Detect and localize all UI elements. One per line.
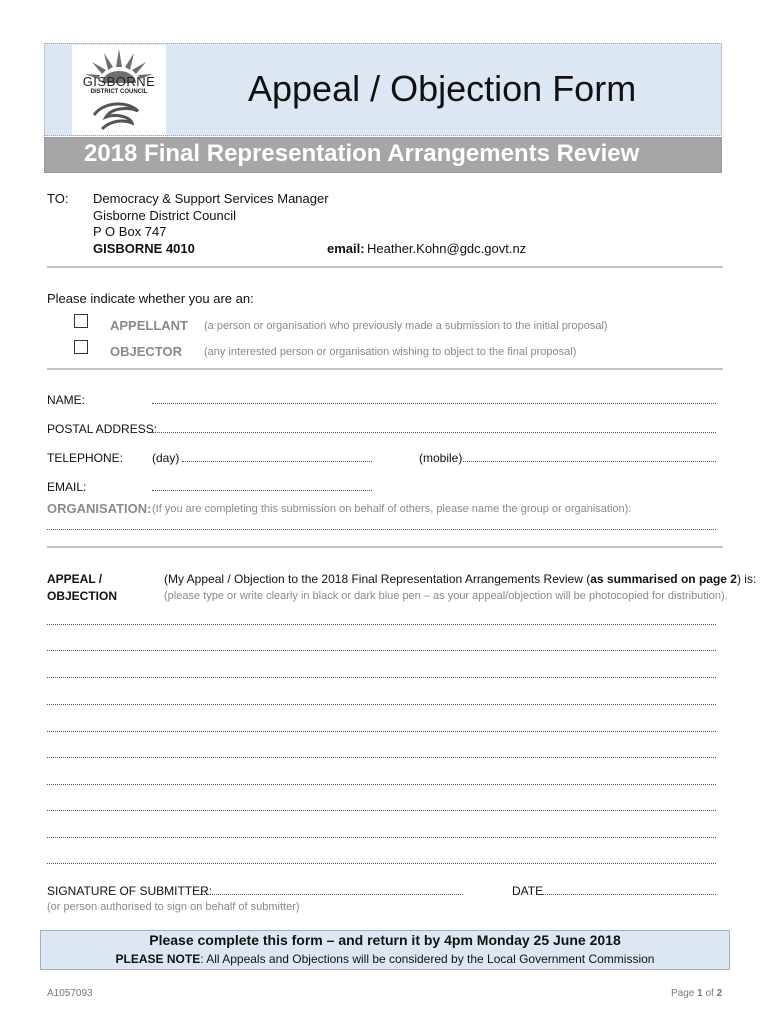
logo-subtitle: DISTRICT COUNCIL: [90, 89, 148, 95]
appeal-label: APPEAL /: [47, 572, 103, 586]
to-label: TO:: [47, 191, 69, 206]
divider-2: [47, 368, 723, 370]
address-line-4: GISBORNE 4010: [93, 241, 195, 256]
objector-checkbox[interactable]: [74, 340, 88, 354]
page-number: Page 1 of 2: [671, 988, 723, 999]
mobile-phone-field[interactable]: [463, 461, 716, 462]
page-title: Appeal / Objection Form: [248, 68, 637, 109]
appeal-line[interactable]: [47, 677, 716, 678]
appeal-line[interactable]: [47, 624, 716, 625]
objector-description: (any interested person or organisation wishing to object to the final proposal): [204, 346, 577, 358]
appeal-line[interactable]: [47, 650, 716, 651]
telephone-label: TELEPHONE:: [47, 451, 124, 465]
appellant-label: APPELLANT: [110, 318, 188, 333]
email-address: Heather.Kohn@gdc.govt.nz: [367, 241, 527, 256]
appeal-line[interactable]: [47, 863, 716, 864]
document-id: A1057093: [47, 988, 93, 999]
email-label: email:: [327, 241, 365, 256]
appeal-note: (please type or write clearly in black or dark blue pen – as your appeal/objection will be photocopied for distribution).: [164, 590, 728, 602]
appellant-checkbox[interactable]: [74, 314, 88, 328]
day-label: (day): [152, 451, 180, 465]
deadline-text: Please complete this form – and return it by 4pm Monday 25 June 2018: [149, 932, 621, 948]
email-field[interactable]: [152, 490, 372, 491]
address-line-1: Democracy & Support Services Manager: [93, 191, 329, 206]
objector-label: OBJECTOR: [110, 344, 182, 359]
signature-field[interactable]: [195, 894, 463, 895]
email-field-label: EMAIL:: [47, 480, 87, 494]
divider-3: [47, 546, 723, 548]
please-note: PLEASE NOTE: All Appeals and Objections will be considered by the Local Government Commission: [115, 952, 655, 966]
divider-1: [47, 266, 723, 268]
mobile-label: (mobile): [419, 451, 463, 465]
address-line-2: Gisborne District Council: [93, 208, 237, 223]
role-prompt: Please indicate whether you are an:: [47, 291, 254, 306]
postal-address-field[interactable]: [152, 432, 716, 433]
name-label: NAME:: [47, 393, 86, 407]
objection-label: OBJECTION: [47, 589, 118, 603]
organisation-note: (If you are completing this submission on behalf of others, please name the group or organisation):: [152, 503, 632, 515]
appeal-line[interactable]: [47, 810, 716, 811]
postal-address-label: POSTAL ADDRESS:: [47, 422, 158, 436]
appeal-intro: (My Appeal / Objection to the 2018 Final Representation Arrangements Review (as summarised on page 2) is:: [164, 572, 757, 586]
appeal-line[interactable]: [47, 837, 716, 838]
appeal-line[interactable]: [47, 757, 716, 758]
signature-label: SIGNATURE OF SUBMITTER:: [47, 884, 213, 898]
banner-text: 2018 Final Representation Arrangements Review: [84, 140, 640, 167]
organisation-label: ORGANISATION:: [47, 501, 152, 516]
signature-note: (or person authorised to sign on behalf of submitter): [47, 901, 300, 913]
appeal-line[interactable]: [47, 784, 716, 785]
appeal-line[interactable]: [47, 731, 716, 732]
name-field[interactable]: [152, 403, 716, 404]
organisation-field[interactable]: [47, 529, 716, 530]
day-phone-field[interactable]: [182, 461, 372, 462]
date-label: DATE: [512, 884, 544, 898]
address-line-3: P O Box 747: [93, 224, 167, 239]
appeal-line[interactable]: [47, 704, 716, 705]
appellant-description: (a person or organisation who previously made a submission to the initial proposal): [204, 320, 608, 332]
logo-name: GISBORNE: [82, 74, 156, 89]
date-field[interactable]: [542, 894, 716, 895]
